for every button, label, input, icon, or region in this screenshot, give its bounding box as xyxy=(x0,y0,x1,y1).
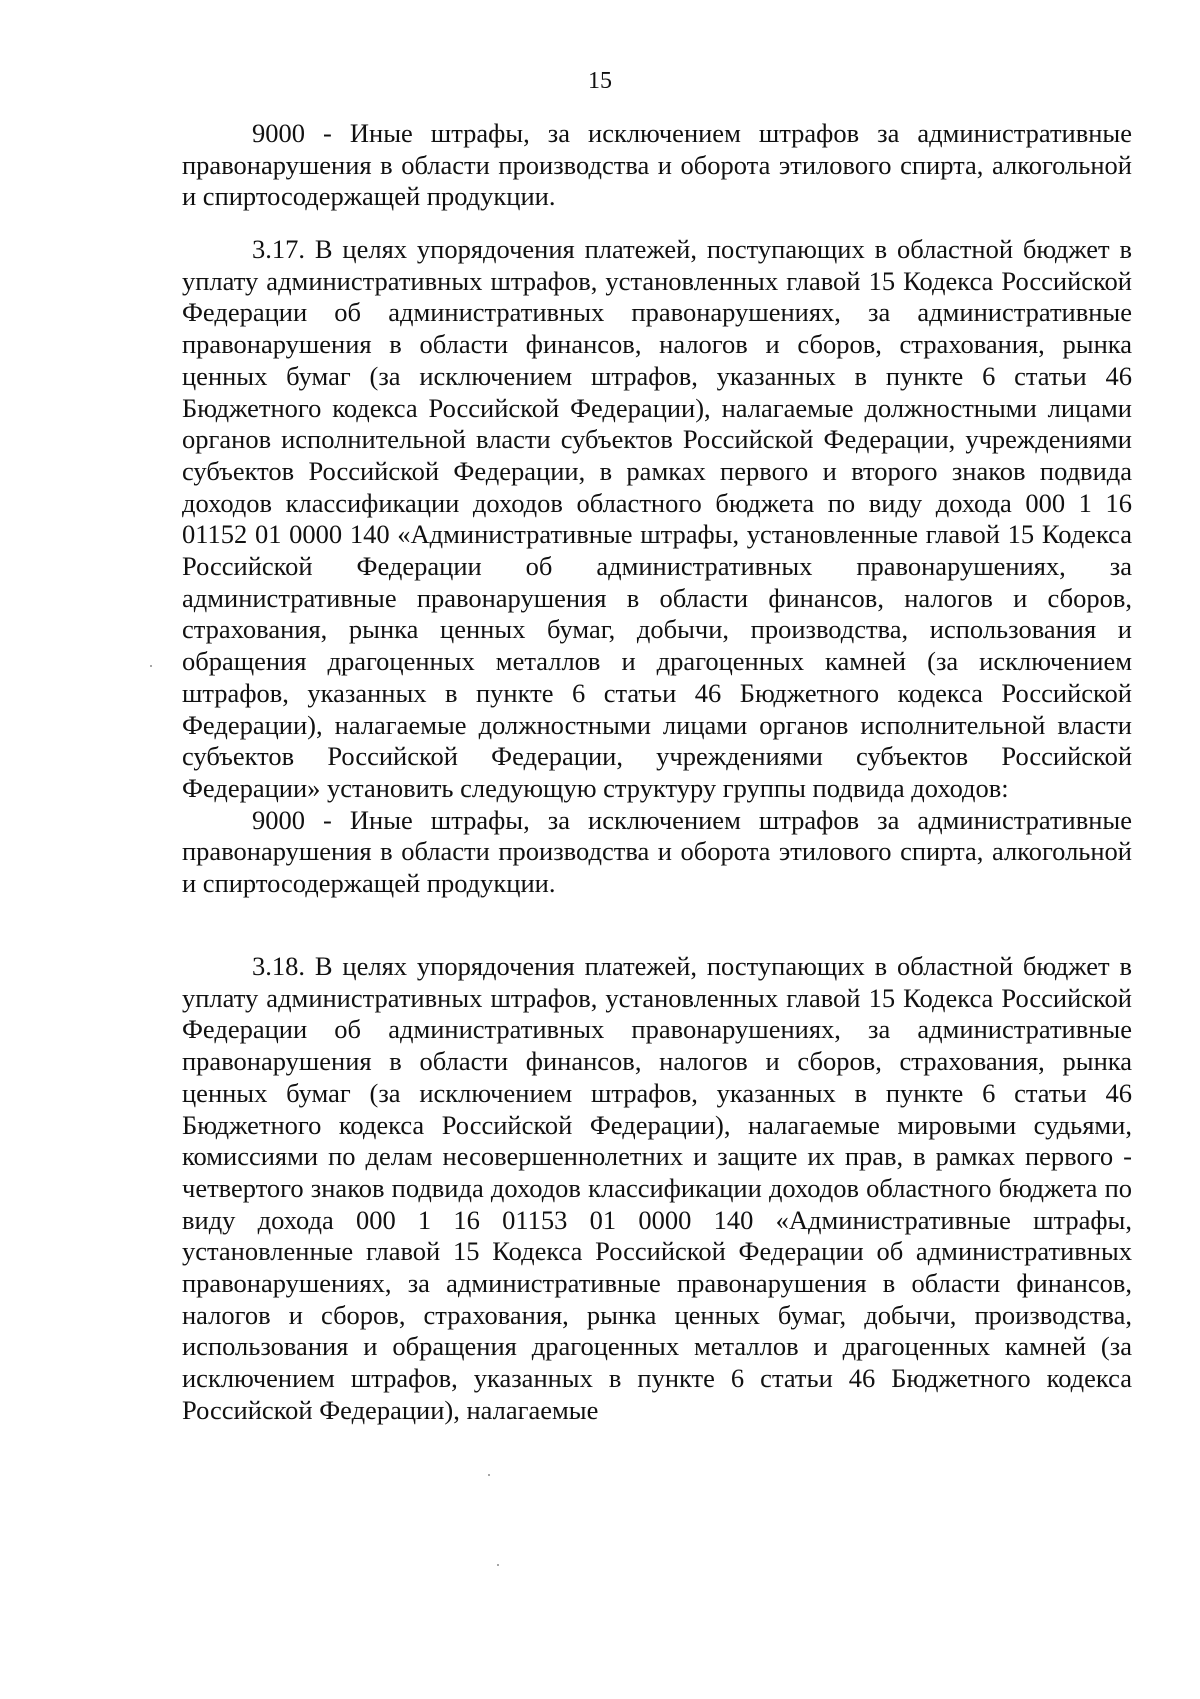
paragraph-9000-other-fines: 9000 - Иные штрафы, за исключением штрафов за административные правонарушения в области производства и оборота этилового спирта, алкогольной и спиртосодержащей продукции. xyxy=(182,118,1132,212)
section-3-17 xyxy=(182,234,1132,900)
section-3-18 xyxy=(182,951,1132,1427)
paragraph-9000-other-fines-2: 9000 - Иные штрафы, за исключением штрафов за административные правонарушения в области производства и оборота этилового спирта, алкогольной и спиртосодержащей продукции. xyxy=(182,804,1132,899)
page-number: 15 xyxy=(588,68,612,94)
scan-speck xyxy=(497,1564,499,1566)
paragraph-3-18: 3.18. В целях упорядочения платежей, поступающих в областной бюджет в уплату административных штрафов, установленных главой 15 Кодекса Российской Федерации об административных правонарушениях, за административные правонарушения в области финансов, налогов и сборов, страхования, рынка ценных бумаг (за исключением штрафов, указанных в пункте 6 статьи 46 Бюджетного кодекса Российской Федерации), налагаемые мировыми судьями, комиссиями по делам несовершеннолетних и защите их прав, в рамках первого - четвертого знаков подвида доходов классификации доходов областного бюджета по виду дохода 000 1 16 01153 01 0000 140 «Административные штрафы, установленные главой 15 Кодекса Российской Федерации об административных правонарушениях, за административные правонарушения в области финансов, налогов и сборов, страхования, рынка ценных бумаг, добычи, производства, использования и обращения драгоценных металлов и драгоценных камней (за исключением штрафов, указанных в пункте 6 статьи 46 Бюджетного кодекса Российской Федерации), налагаемые xyxy=(182,951,1132,1425)
scan-speck xyxy=(150,665,152,667)
section-9000-first xyxy=(182,118,1132,213)
paragraph-3-17: 3.17. В целях упорядочения платежей, поступающих в областной бюджет в уплату административных штрафов, установленных главой 15 Кодекса Российской Федерации об административных правонарушениях, за административные правонарушения в области финансов, налогов и сборов, страхования, рынка ценных бумаг (за исключением штрафов, указанных в пункте 6 статьи 46 Бюджетного кодекса Российской Федерации), налагаемые должностными лицами органов исполнительной власти субъектов Российской Федерации, учреждениями субъектов Российской Федерации, в рамках первого и второго знаков подвида доходов классификации доходов областного бюджета по виду дохода 000 1 16 01152 01 0000 140 «Административные штрафы, установленные главой 15 Кодекса Российской Федерации об административных правонарушениях, за административные правонарушения в области финансов, налогов и сборов, страхования, рынка ценных бумаг, добычи, производства, использования и обращения драгоценных металлов и драгоценных камней (за исключением штрафов, указанных в пункте 6 статьи 46 Бюджетного кодекса Российской Федерации), налагаемые должностными лицами органов исполнительной власти субъектов Российской Федерации, учреждениями субъектов Российской Федерации» установить следующую структуру группы подвида доходов: xyxy=(182,234,1132,803)
scan-speck xyxy=(488,1474,490,1476)
